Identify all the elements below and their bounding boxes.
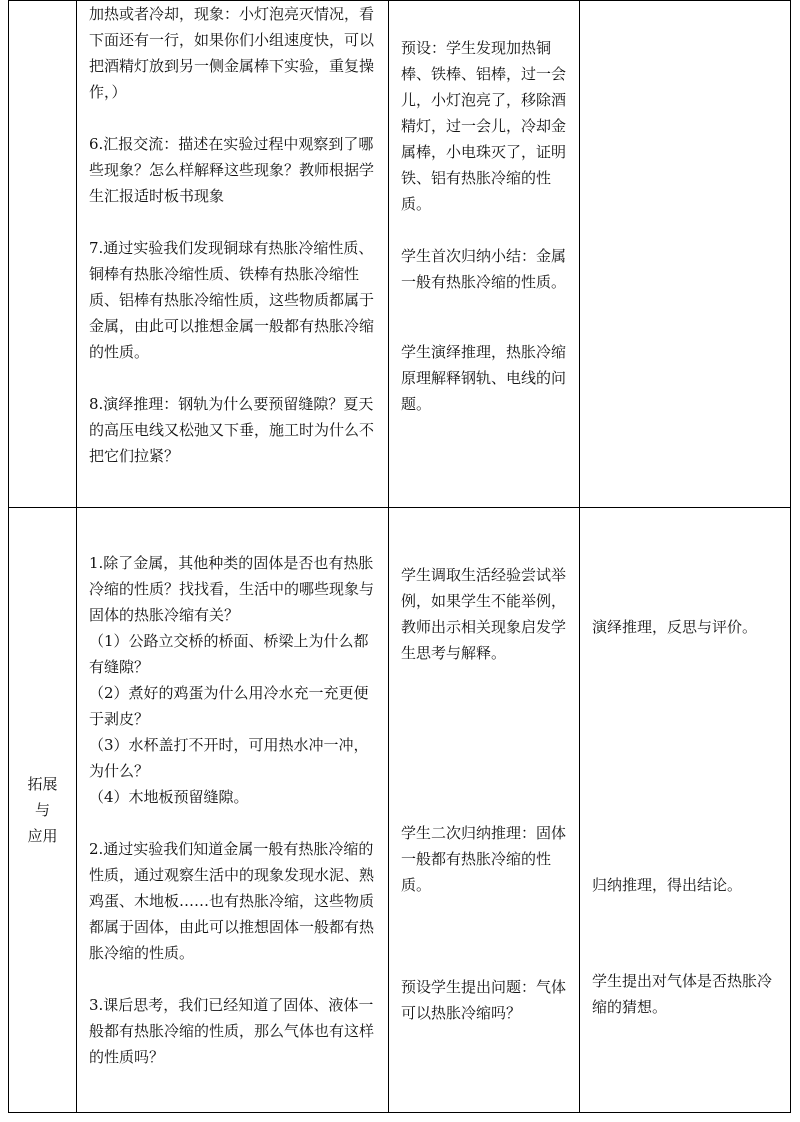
student-activity-cell (389, 1, 580, 508)
design-intent-cell (580, 1, 791, 508)
lesson-plan-table (8, 0, 791, 1113)
paragraph: 预设学生提出问题：气体可以热胀冷缩吗？ (401, 978, 567, 1022)
paragraph: 3.课后思考，我们已经知道了固体、液体一般都有热胀冷缩的性质，那么气体也有这样的性质吗？ (89, 996, 375, 1066)
teacher-activity-cell (77, 508, 389, 1113)
stage-cell (9, 1, 77, 508)
table-row (9, 508, 791, 1113)
stage-label-line: 拓展 (27, 775, 58, 793)
paragraph: （3）水杯盖打不开时，可用热水冲一冲，为什么？ (89, 736, 369, 780)
paragraph: 7.通过实验我们发现铜球有热胀冷缩性质、铜棒有热胀冷缩性质、铁棒有热胀冷缩性质、铝棒有热胀冷缩性质，这些物质都属于金属，由此可以推想金属一般都有热胀冷缩的性质。 (89, 239, 375, 361)
paragraph: 学生调取生活经验尝试举例，如果学生不能举例，教师出示相关现象启发学生思考与解释。 (401, 566, 567, 662)
stage-label-line: 应用 (27, 827, 58, 845)
stage-cell (9, 508, 77, 1113)
stage-label (9, 771, 76, 849)
paragraph: 学生首次归纳小结：金属一般有热胀冷缩的性质。 (401, 247, 567, 291)
paragraph: 归纳推理，得出结论。 (592, 876, 743, 894)
paragraph: 1.除了金属，其他种类的固体是否也有热胀冷缩的性质？找找看，生活中的哪些现象与固体的热胀冷缩有关？ (89, 554, 375, 624)
table-row (9, 1, 791, 508)
paragraph: （1）公路立交桥的桥面、桥梁上为什么都有缝隙？ (89, 632, 369, 676)
design-intent-cell (580, 508, 791, 1113)
paragraph: 学生提出对气体是否热胀冷缩的猜想。 (592, 972, 773, 1016)
paragraph: 6.汇报交流：描述在实验过程中观察到了哪些现象？怎么样解释这些现象？教师根据学生汇报适时板书现象 (89, 135, 375, 205)
student-activity-cell (389, 508, 580, 1113)
paragraph: 学生演绎推理，热胀冷缩原理解释钢轨、电线的问题。 (401, 343, 567, 413)
paragraph: 加热或者冷却，现象：小灯泡亮灭情况，看下面还有一行，如果你们小组速度快，可以把酒精灯放到另一侧金属棒下实验，重复操作，） (89, 5, 375, 101)
stage-label-line: 与 (34, 801, 50, 819)
paragraph: 预设：学生发现加热铜棒、铁棒、铝棒，过一会儿，小灯泡亮了，移除酒精灯，过一会儿，冷却金属棒，小电珠灭了，证明铁、铝有热胀冷缩的性质。 (401, 39, 567, 213)
paragraph: 学生二次归纳推理：固体一般都有热胀冷缩的性质。 (401, 824, 567, 894)
paragraph: 2.通过实验我们知道金属一般有热胀冷缩的性质，通过观察生活中的现象发现水泥、熟鸡蛋、木地板……也有热胀冷缩，这些物质都属于固体，由此可以推想固体一般都有热胀冷缩的性质。 (89, 840, 375, 962)
paragraph: （2）煮好的鸡蛋为什么用冷水充一充更便于剥皮？ (89, 684, 369, 728)
paragraph: 演绎推理，反思与评价。 (592, 618, 758, 636)
paragraph: （4）木地板预留缝隙。 (89, 788, 249, 806)
teacher-activity-cell (77, 1, 389, 508)
paragraph: 8.演绎推理：钢轨为什么要预留缝隙？夏天的高压电线又松弛又下垂，施工时为什么不把它们拉紧？ (89, 395, 375, 465)
